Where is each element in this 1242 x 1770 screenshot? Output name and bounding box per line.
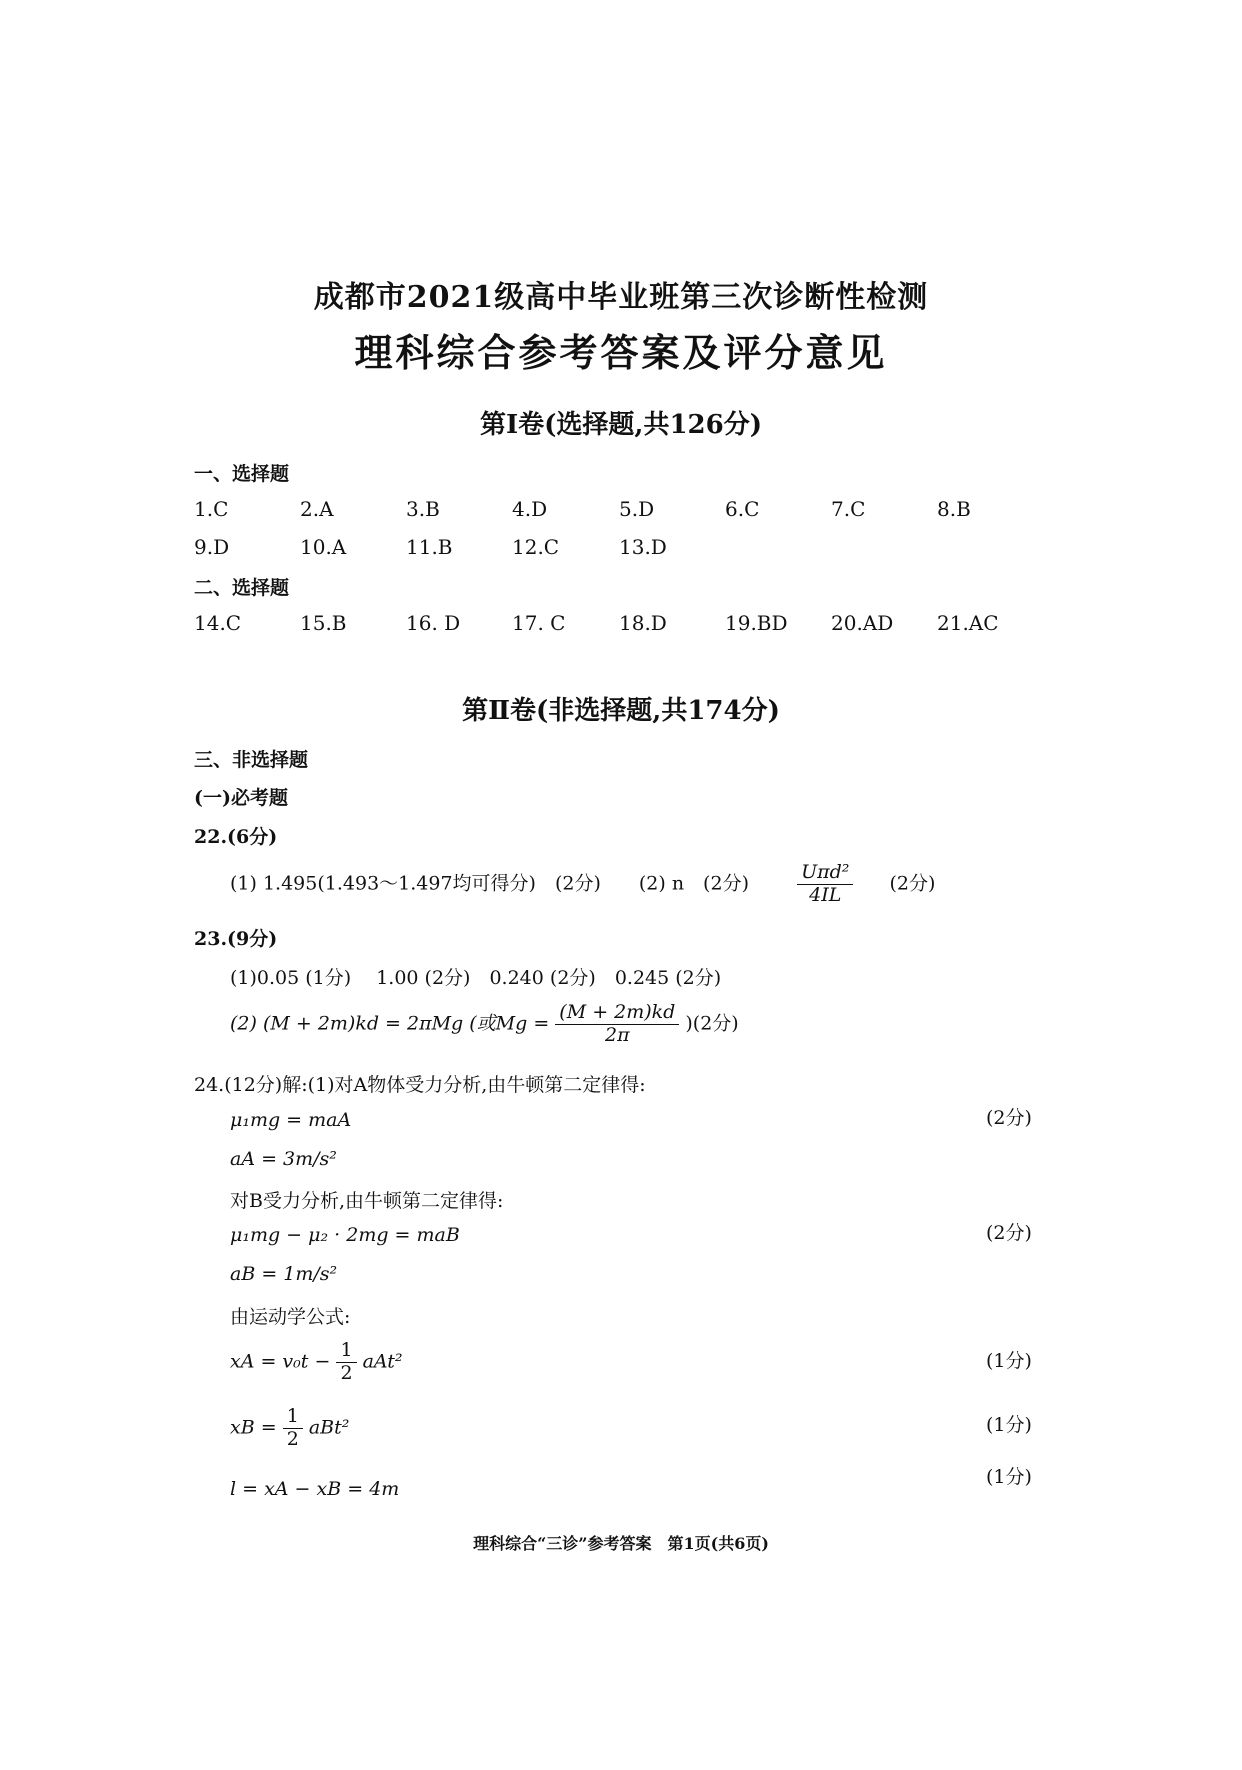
part2-title: 第Ⅱ卷(非选择题,共174分)	[462, 696, 780, 726]
page-footer: 理科综合“三诊”参考答案 第1页(共6页)	[473, 1534, 769, 1553]
q23-heading: 23.(9分)	[194, 928, 278, 950]
q24-eq3: μ₁mg − μ₂ · 2mg = maB	[230, 1224, 460, 1246]
answer-item: 14.C	[194, 611, 242, 635]
answer-item: 7.C	[831, 497, 866, 521]
doc-subtitle: 理科综合参考答案及评分意见	[354, 330, 888, 375]
answer-item: 20.AD	[831, 611, 894, 635]
answer-item: 8.B	[937, 497, 971, 521]
answer-item: 5.D	[619, 497, 655, 521]
q24-eq1: μ₁mg = maA	[230, 1109, 352, 1131]
section-multiple-choice-1: 一、选择题	[194, 463, 290, 485]
answer-item: 6.C	[725, 497, 760, 521]
answer-item: 17. C	[512, 611, 566, 635]
section-non-choice: 三、非选择题	[194, 749, 309, 771]
q24-eq4: aB = 1m/s²	[230, 1263, 338, 1285]
q22-fraction: $\frac{\text{Uπd²}}{4IL}$	[797, 862, 853, 907]
q23-line-1: (1)0.05 (1分) 1.00 (2分) 0.240 (2分) 0.245 (2分)	[230, 967, 722, 989]
q24-eq5: xA = v₀t − $\frac{1}{2}$ aAt²	[230, 1339, 403, 1384]
q24-score-3: (2分)	[986, 1222, 1032, 1244]
answer-item: 12.C	[512, 535, 560, 559]
answer-item: 16. D	[406, 611, 461, 635]
answer-item: 15.B	[300, 611, 347, 635]
q24-score-1: (2分)	[986, 1107, 1032, 1129]
answer-item: 13.D	[619, 535, 667, 559]
q24-heading: 24.(12分)解:(1)对A物体受力分析,由牛顿第二定律得:	[194, 1074, 646, 1096]
answer-item: 2.A	[300, 497, 334, 521]
answer-item: 11.B	[406, 535, 453, 559]
subsection-required: (一)必考题	[194, 787, 288, 809]
part1-title: 第Ⅰ卷(选择题,共126分)	[479, 410, 763, 440]
q24-score-7: (1分)	[986, 1466, 1032, 1488]
q24-eq6: xB = $\frac{1}{2}$ aBt²	[230, 1405, 350, 1450]
q24-text-3: 由运动学公式:	[230, 1306, 351, 1328]
q24-score-6: (1分)	[986, 1414, 1032, 1436]
answer-item: 1.C	[194, 497, 229, 521]
q22-answer-text: (1) 1.495(1.493～1.497均可得分) (2分) (2) n (2分)	[230, 872, 749, 895]
q22-score: (2分)	[889, 872, 936, 895]
q22-answer-line	[230, 862, 935, 907]
section-multiple-choice-2: 二、选择题	[194, 577, 290, 599]
answer-item: 21.AC	[937, 611, 999, 635]
q23-line-2: (2) (M + 2m)kd = 2πMg (或Mg = $\frac{(M + 2m)kd}{2\pi}$ )(2分)	[230, 1001, 739, 1046]
answer-item: 10.A	[300, 535, 347, 559]
q24-score-5: (1分)	[986, 1350, 1032, 1372]
answer-item: 9.D	[194, 535, 230, 559]
answer-item: 18.D	[619, 611, 667, 635]
doc-title: 成都市2021级高中毕业班第三次诊断性检测	[313, 280, 929, 315]
q23-fraction: $\frac{(M + 2m)kd}{2\pi}$	[555, 1002, 679, 1047]
answer-item: 3.B	[406, 497, 440, 521]
q24-eq2: aA = 3m/s²	[230, 1148, 337, 1170]
q24-eq7: l = xA − xB = 4m	[230, 1478, 400, 1500]
answer-item: 4.D	[512, 497, 548, 521]
answer-item: 19.BD	[725, 611, 788, 635]
q22-heading: 22.(6分)	[194, 826, 278, 848]
q24-text-2: 对B受力分析,由牛顿第二定律得:	[230, 1190, 504, 1212]
